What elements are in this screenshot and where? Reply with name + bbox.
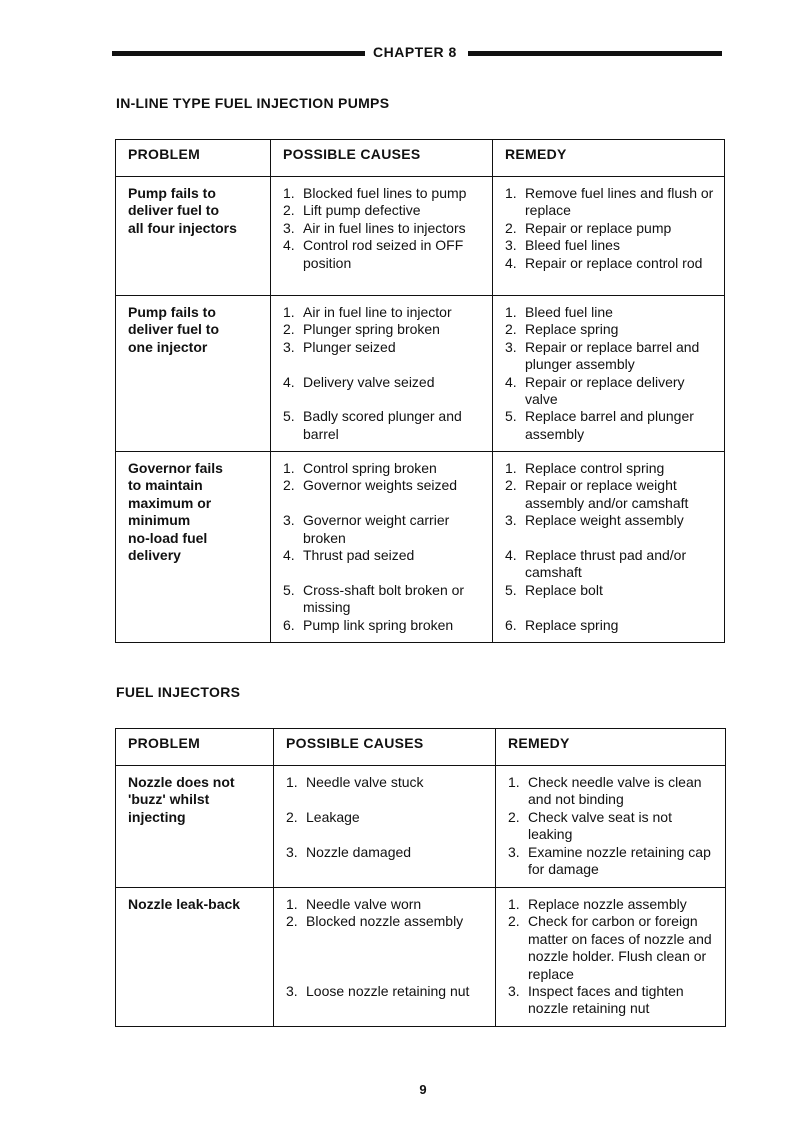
causes-cell	[271, 452, 493, 643]
problem-line: maximum or	[128, 494, 212, 511]
item-text: Check needle valve is clean and not binding	[528, 774, 702, 808]
remedy-item	[508, 983, 719, 1018]
remedy-item	[505, 547, 718, 582]
item-text: Repair or replace barrel and plunger assembly	[525, 338, 700, 373]
cause-item	[286, 913, 489, 930]
cause-item	[286, 896, 489, 913]
cause-item	[283, 512, 486, 547]
column-header-problem: PROBLEM	[116, 729, 274, 766]
problem-line: Nozzle leak-back	[128, 896, 241, 912]
item-text: Leakage	[306, 808, 360, 825]
remedy-item	[508, 913, 719, 983]
column-header-causes: POSSIBLE CAUSES	[274, 729, 496, 766]
item-number: 1.	[505, 185, 517, 201]
item-number: 2.	[283, 477, 295, 494]
item-text: Repair or replace delivery valve	[525, 373, 685, 408]
item-number: 4.	[505, 547, 517, 564]
item-text: Badly scored plunger and barrel	[303, 408, 462, 442]
item-text: Plunger seized	[303, 338, 396, 355]
causes-cell	[271, 177, 493, 296]
problem-cell	[116, 177, 271, 296]
item-number: 1.	[505, 304, 517, 320]
cause-item	[283, 202, 486, 219]
problem-line: Nozzle does not	[128, 774, 235, 790]
remedy-item	[505, 408, 718, 443]
item-number: 2.	[505, 219, 517, 236]
item-number: 5.	[505, 408, 517, 425]
cause-item	[283, 477, 486, 494]
item-text: Cross-shaft bolt broken or missing	[303, 581, 465, 616]
item-number: 1.	[283, 460, 295, 476]
cause-item	[283, 547, 486, 564]
item-number: 3.	[508, 843, 520, 860]
problem-line: injecting	[128, 808, 186, 825]
item-number: 2.	[286, 913, 298, 930]
problem-line: no-load fuel	[128, 529, 208, 546]
cause-item	[283, 374, 486, 391]
item-text: Plunger spring broken	[303, 321, 440, 338]
remedy-item	[505, 460, 718, 477]
item-number: 2.	[505, 321, 517, 338]
cause-item	[283, 321, 486, 338]
item-text: Replace bolt	[525, 581, 603, 598]
table-row	[116, 296, 725, 452]
item-text: Remove fuel lines and flush or replace	[525, 185, 714, 219]
cause-item	[286, 983, 489, 1000]
item-text: Check for carbon or foreign matter on faces of nozzle and nozzle holder. Flush clean or replace	[528, 913, 712, 982]
problem-cell	[116, 888, 274, 1027]
remedy-cell	[493, 452, 725, 643]
remedy-item	[508, 774, 719, 809]
table-row	[116, 766, 726, 888]
item-text: Thrust pad seized	[303, 547, 415, 564]
item-text: Air in fuel line to injector	[303, 304, 452, 320]
item-number: 3.	[505, 338, 517, 355]
item-number: 5.	[283, 581, 295, 598]
item-text: Control rod seized in OFF position	[303, 237, 464, 271]
table-row	[116, 888, 726, 1027]
column-header-problem: PROBLEM	[116, 140, 271, 177]
item-text: Repair or replace control rod	[525, 254, 703, 271]
item-number: 4.	[283, 373, 295, 390]
item-number: 3.	[505, 237, 517, 254]
problem-line: Pump fails to	[128, 185, 216, 201]
table-row	[116, 452, 725, 643]
item-number: 1.	[505, 460, 517, 476]
chapter-header	[112, 44, 722, 64]
item-number: 3.	[286, 843, 298, 860]
remedy-item	[505, 477, 718, 512]
chapter-title: CHAPTER 8	[373, 44, 457, 60]
item-number: 3.	[508, 983, 520, 1000]
item-number: 5.	[283, 408, 295, 425]
item-number: 1.	[286, 774, 298, 790]
causes-cell	[274, 766, 496, 888]
problem-line: 'buzz' whilst	[128, 791, 210, 808]
item-text: Replace thrust pad and/or camshaft	[525, 547, 687, 581]
remedy-cell	[493, 177, 725, 296]
item-text: Examine nozzle retaining cap for damage	[528, 843, 711, 878]
item-text: Replace weight assembly	[525, 512, 684, 529]
problem-cell	[116, 296, 271, 452]
section-title-pumps: IN-LINE TYPE FUEL INJECTION PUMPS	[116, 95, 390, 111]
item-number: 2.	[505, 477, 517, 494]
remedy-item	[505, 617, 718, 634]
column-header-causes: POSSIBLE CAUSES	[271, 140, 493, 177]
cause-item	[283, 408, 486, 443]
item-number: 1.	[508, 774, 520, 790]
table-header-row	[116, 140, 725, 177]
remedy-item	[508, 844, 719, 879]
column-header-remedy: REMEDY	[496, 729, 726, 766]
item-number: 4.	[283, 237, 295, 254]
problem-line: to maintain	[128, 477, 203, 494]
remedy-item	[505, 185, 718, 220]
item-text: Blocked fuel lines to pump	[303, 185, 467, 201]
item-number: 1.	[283, 304, 295, 320]
cause-item	[283, 339, 486, 356]
remedy-item	[505, 339, 718, 374]
problem-line: Governor fails	[128, 460, 223, 476]
pumps-troubleshooting-table	[115, 139, 725, 643]
causes-cell	[271, 296, 493, 452]
cause-item	[283, 237, 486, 272]
item-text: Check valve seat is not leaking	[528, 808, 672, 843]
item-text: Governor weights seized	[303, 477, 458, 494]
problem-line: minimum	[128, 512, 191, 529]
item-number: 1.	[508, 896, 520, 912]
header-rule-right	[468, 51, 722, 56]
item-number: 1.	[283, 185, 295, 201]
item-number: 3.	[283, 338, 295, 355]
remedy-item	[505, 220, 718, 237]
cause-item	[283, 582, 486, 617]
item-text: Needle valve worn	[306, 896, 422, 912]
problem-line: deliver fuel to	[128, 202, 220, 219]
cause-item	[286, 844, 489, 861]
item-text: Nozzle damaged	[306, 843, 412, 860]
item-text: Lift pump defective	[303, 202, 421, 219]
problem-line: Pump fails to	[128, 304, 216, 320]
item-text: Inspect faces and tighten nozzle retaining nut	[528, 983, 684, 1017]
item-text: Governor weight carrier broken	[303, 512, 450, 546]
remedy-item	[505, 512, 718, 529]
remedy-item	[505, 304, 718, 321]
item-number: 3.	[283, 512, 295, 529]
item-text: Repair or replace weight assembly and/or camshaft	[525, 477, 689, 511]
problem-line: all four injectors	[128, 219, 237, 236]
item-number: 6.	[283, 616, 295, 633]
item-number: 4.	[283, 547, 295, 564]
item-text: Control spring broken	[303, 460, 437, 476]
injectors-troubleshooting-table	[115, 728, 726, 1027]
item-text: Pump link spring broken	[303, 616, 454, 633]
section-title-injectors: FUEL INJECTORS	[116, 684, 241, 700]
cause-item	[283, 617, 486, 634]
column-header-remedy: REMEDY	[493, 140, 725, 177]
remedy-cell	[496, 766, 726, 888]
remedy-cell	[493, 296, 725, 452]
item-text: Air in fuel lines to injectors	[303, 219, 466, 236]
item-number: 1.	[286, 896, 298, 912]
problem-cell	[116, 452, 271, 643]
item-number: 6.	[505, 616, 517, 633]
item-text: Replace control spring	[525, 460, 665, 476]
cause-item	[283, 304, 486, 321]
item-text: Replace spring	[525, 321, 619, 338]
item-text: Loose nozzle retaining nut	[306, 983, 470, 999]
item-text: Replace barrel and plunger assembly	[525, 408, 694, 442]
table-header-row	[116, 729, 726, 766]
problem-line: deliver fuel to	[128, 321, 220, 338]
problem-line: delivery	[128, 547, 181, 564]
item-text: Delivery valve seized	[303, 373, 435, 390]
page-number: 9	[419, 1082, 427, 1097]
item-number: 3.	[505, 512, 517, 529]
item-number: 5.	[505, 581, 517, 598]
remedy-item	[508, 809, 719, 844]
remedy-item	[505, 374, 718, 409]
remedy-item	[508, 896, 719, 913]
problem-cell	[116, 766, 274, 888]
item-number: 3.	[286, 983, 298, 999]
item-number: 3.	[283, 219, 295, 236]
item-text: Replace nozzle assembly	[528, 896, 687, 912]
problem-line: one injector	[128, 338, 208, 355]
header-rule-left	[112, 51, 365, 56]
item-text: Replace spring	[525, 616, 619, 633]
item-number: 2.	[283, 321, 295, 338]
item-number: 4.	[505, 254, 517, 271]
cause-item	[283, 220, 486, 237]
remedy-item	[505, 237, 718, 254]
item-text: Needle valve stuck	[306, 774, 424, 790]
table-row	[116, 177, 725, 296]
cause-item	[286, 809, 489, 826]
cause-item	[286, 774, 489, 791]
remedy-cell	[496, 888, 726, 1027]
item-text: Repair or replace pump	[525, 219, 672, 236]
item-text: Bleed fuel line	[525, 304, 613, 320]
remedy-item	[505, 582, 718, 599]
remedy-item	[505, 255, 718, 272]
remedy-item	[505, 321, 718, 338]
item-text: Bleed fuel lines	[525, 237, 620, 254]
item-number: 2.	[508, 913, 520, 930]
item-number: 2.	[286, 808, 298, 825]
cause-item	[283, 185, 486, 202]
causes-cell	[274, 888, 496, 1027]
cause-item	[283, 460, 486, 477]
item-number: 2.	[283, 202, 295, 219]
item-text: Blocked nozzle assembly	[306, 913, 464, 930]
item-number: 2.	[508, 808, 520, 825]
item-number: 4.	[505, 373, 517, 390]
